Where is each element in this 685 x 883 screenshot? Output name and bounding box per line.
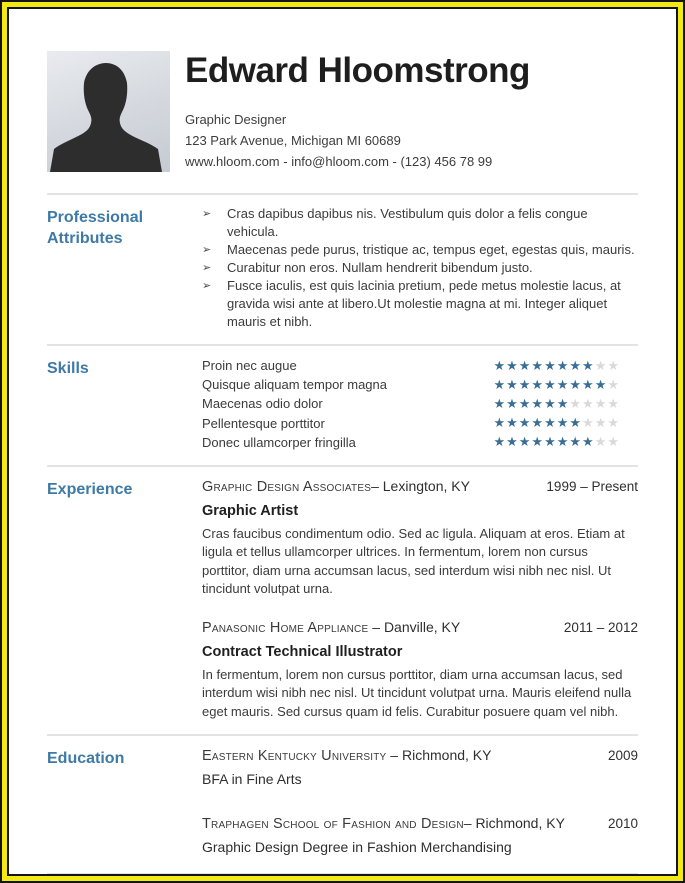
bullet-text: Fusce iaculis, est quis lacinia pretium, pede metus molestie lacus, at gravida wisi ante at libero.Ut molestie magna at mi. Integer aliquet mauris et nibh. bbox=[227, 278, 621, 329]
star-rating bbox=[493, 395, 638, 413]
job-dates: 2011 – 2012 bbox=[563, 619, 638, 635]
section-heading: Experience bbox=[47, 480, 133, 498]
bullet-text: Curabitur non eros. Nullam hendrerit bibendum justo. bbox=[227, 260, 533, 275]
star-icon: ★ bbox=[594, 376, 608, 392]
star-icon: ★ bbox=[518, 357, 532, 373]
section-heading: Skills bbox=[47, 360, 89, 377]
star-icon: ★ bbox=[594, 395, 608, 411]
arrow-bullet-icon: ➢ bbox=[202, 208, 212, 220]
header-text-block bbox=[185, 51, 530, 172]
star-icon: ★ bbox=[493, 395, 507, 411]
male-silhouette-icon bbox=[47, 51, 170, 172]
star-icon: ★ bbox=[518, 395, 532, 411]
resume-header bbox=[47, 51, 638, 172]
star-icon: ★ bbox=[556, 434, 570, 450]
skill-row bbox=[202, 414, 638, 433]
header-contact-block bbox=[185, 109, 530, 172]
star-icon: ★ bbox=[531, 434, 545, 450]
resume-page bbox=[7, 7, 678, 876]
skill-name: Maecenas odio dolor bbox=[202, 396, 323, 412]
resume-content bbox=[9, 9, 676, 875]
star-icon: ★ bbox=[556, 415, 570, 431]
star-icon: ★ bbox=[556, 357, 570, 373]
star-icon: ★ bbox=[569, 376, 583, 392]
star-icon: ★ bbox=[607, 357, 620, 373]
degree: Graphic Design Degree in Fashion Merchandising bbox=[202, 839, 512, 856]
person-name: Edward Hloomstrong bbox=[185, 51, 530, 90]
skills-list bbox=[202, 356, 638, 452]
star-icon: ★ bbox=[518, 434, 532, 450]
attributes-list bbox=[202, 205, 638, 331]
school-line bbox=[202, 746, 491, 765]
company-name: Graphic Design Associates bbox=[202, 478, 372, 495]
star-icon: ★ bbox=[531, 415, 545, 431]
job-entry bbox=[202, 618, 638, 722]
job-location: Lexington, KY bbox=[382, 477, 470, 494]
star-icon: ★ bbox=[607, 415, 620, 431]
star-icon: ★ bbox=[594, 434, 608, 450]
education-entry bbox=[202, 746, 638, 788]
star-icon: ★ bbox=[531, 376, 545, 392]
star-icon: ★ bbox=[582, 395, 595, 411]
section-experience bbox=[47, 465, 638, 735]
skill-row bbox=[202, 433, 638, 452]
star-icon: ★ bbox=[569, 357, 583, 373]
job-org-line bbox=[202, 477, 470, 496]
person-contact-line: www.hloom.com - info@hloom.com - (123) 456 78 99 bbox=[185, 154, 493, 169]
star-icon: ★ bbox=[506, 415, 519, 431]
star-icon: ★ bbox=[544, 395, 557, 411]
star-icon: ★ bbox=[531, 357, 545, 373]
education-header-row bbox=[202, 746, 638, 765]
star-icon: ★ bbox=[582, 415, 595, 431]
star-icon: ★ bbox=[544, 415, 557, 431]
star-icon: ★ bbox=[607, 376, 620, 392]
education-year: 2010 bbox=[607, 816, 638, 832]
arrow-bullet-icon: ➢ bbox=[202, 262, 212, 274]
star-icon: ★ bbox=[506, 434, 519, 450]
star-icon: ★ bbox=[582, 376, 595, 392]
company-name: Panasonic Home Appliance bbox=[202, 619, 369, 636]
skill-row bbox=[202, 356, 638, 375]
job-header-row bbox=[202, 477, 638, 496]
job-entry bbox=[202, 477, 638, 599]
bullet-text: Cras dapibus dapibus nis. Vestibulum quis dolor a felis congue vehicula. bbox=[227, 206, 588, 239]
education-header-row bbox=[202, 814, 638, 833]
section-professional-attributes bbox=[47, 193, 638, 344]
skill-name: Pellentesque porttitor bbox=[202, 415, 325, 431]
star-icon: ★ bbox=[544, 376, 557, 392]
school-name: Traphagen School of Fashion and Design bbox=[202, 816, 464, 833]
section-heading: Professional Attributes bbox=[47, 209, 144, 247]
star-rating bbox=[493, 433, 638, 451]
school-name: Eastern Kentucky University bbox=[202, 748, 387, 765]
star-icon: ★ bbox=[569, 434, 583, 450]
star-icon: ★ bbox=[518, 376, 532, 392]
school-location: Richmond, KY bbox=[475, 815, 565, 832]
star-icon: ★ bbox=[594, 415, 608, 431]
star-icon: ★ bbox=[493, 434, 507, 450]
skill-name: Quisque aliquam tempor magna bbox=[202, 377, 387, 393]
job-description: In fermentum, lorem non cursus porttitor, diam urna accumsan lacus, sed interdum wisi nibh nec nisl. Ut tincidunt volutpat urna. Mauris eleifend nulla eget mauris. Sed cursus quam id felis. Curabitur posuere quam vel nibh. bbox=[202, 666, 632, 719]
star-icon: ★ bbox=[594, 357, 608, 373]
star-icon: ★ bbox=[518, 415, 532, 431]
star-icon: ★ bbox=[506, 376, 519, 392]
star-rating bbox=[493, 414, 638, 432]
star-icon: ★ bbox=[569, 415, 583, 431]
job-org-line bbox=[202, 618, 460, 637]
star-icon: ★ bbox=[607, 434, 620, 450]
star-icon: ★ bbox=[531, 395, 545, 411]
skill-name: Donec ullamcorper fringilla bbox=[202, 434, 356, 450]
star-icon: ★ bbox=[506, 357, 519, 373]
job-title: Graphic Artist bbox=[202, 502, 299, 519]
skill-row bbox=[202, 375, 638, 394]
star-icon: ★ bbox=[544, 434, 557, 450]
star-icon: ★ bbox=[556, 395, 570, 411]
star-icon: ★ bbox=[582, 434, 595, 450]
star-rating bbox=[493, 357, 638, 375]
star-icon: ★ bbox=[544, 357, 557, 373]
star-icon: ★ bbox=[556, 376, 570, 392]
arrow-bullet-icon: ➢ bbox=[202, 280, 212, 292]
education-list bbox=[202, 746, 638, 860]
job-location: Danville, KY bbox=[383, 618, 461, 635]
separator: – bbox=[368, 618, 384, 635]
experience-list bbox=[202, 477, 638, 722]
school-location: Richmond, KY bbox=[401, 747, 492, 764]
person-job-title: Graphic Designer bbox=[185, 112, 287, 127]
section-heading: Education bbox=[47, 750, 125, 768]
star-icon: ★ bbox=[493, 357, 507, 373]
profile-photo bbox=[47, 51, 170, 172]
separator: – bbox=[371, 477, 383, 494]
star-icon: ★ bbox=[569, 395, 583, 411]
job-title: Contract Technical Illustrator bbox=[202, 643, 403, 660]
star-icon: ★ bbox=[506, 395, 519, 411]
star-icon: ★ bbox=[493, 376, 507, 392]
list-item bbox=[202, 241, 638, 259]
arrow-bullet-icon: ➢ bbox=[202, 244, 212, 256]
separator: – bbox=[463, 815, 476, 832]
list-item bbox=[202, 259, 638, 277]
section-education bbox=[47, 734, 638, 873]
skill-name: Proin nec augue bbox=[202, 358, 297, 374]
star-icon: ★ bbox=[607, 395, 620, 411]
job-dates: 1999 – Present bbox=[546, 478, 638, 494]
star-rating bbox=[493, 376, 638, 394]
section-skills bbox=[47, 344, 638, 465]
separator: – bbox=[386, 747, 402, 764]
education-entry bbox=[202, 814, 638, 856]
bullet-text: Maecenas pede purus, tristique ac, tempus eget, egestas quis, mauris. bbox=[227, 242, 635, 257]
job-header-row bbox=[202, 618, 638, 637]
degree: BFA in Fine Arts bbox=[202, 771, 302, 788]
section-divider bbox=[47, 873, 638, 875]
star-icon: ★ bbox=[493, 415, 507, 431]
star-icon: ★ bbox=[582, 357, 595, 373]
job-description: Cras faucibus condimentum odio. Sed ac ligula. Aliquam at eros. Etiam at ligula et tellus ullamcorper ultrices. In fermentum, lorem non cursus porttitor, diam urna accumsan lacus, sed interdum wisi nibh nec nisl. Ut tincidunt volutpat urna. bbox=[202, 525, 625, 597]
list-item bbox=[202, 205, 638, 241]
school-line bbox=[202, 814, 565, 833]
skill-row bbox=[202, 394, 638, 413]
education-year: 2009 bbox=[607, 748, 638, 764]
person-address: 123 Park Avenue, Michigan MI 60689 bbox=[185, 133, 401, 148]
list-item bbox=[202, 277, 638, 331]
